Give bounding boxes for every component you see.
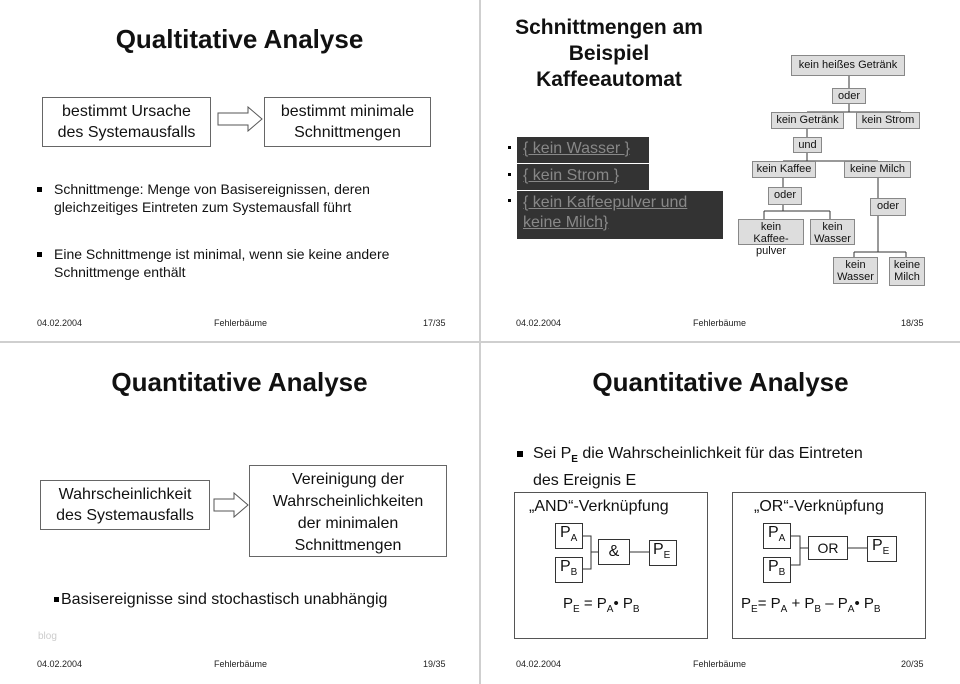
node-no-milk-2 [889,257,925,286]
probability-line-1: Wahrscheinlichkeit [58,486,192,503]
or-gate: OR [808,536,848,560]
text-segment: • P [613,595,633,612]
bullet-minimal [54,245,389,281]
minimal-cutsets-box [264,97,431,147]
text-segment: die Wahrscheinlichkeit für das Eintreten [577,445,863,462]
text-segment: P [563,595,574,612]
footer-date: 04.02.2004 [516,659,562,669]
gate-or-milk: oder [870,198,906,216]
cutset-no-water: { kein Wasser } [517,137,649,163]
subscript: A [847,604,855,615]
probability-box [40,480,210,530]
footer-topic: Fehlerbäume [693,318,747,328]
subscript: B [814,604,822,615]
union-line-4: Schnittmengen [294,537,402,554]
node-no-coffee: kein Kaffee [752,161,816,178]
node-no-power: kein Strom [856,112,920,129]
symbol-p: P [768,558,779,575]
watermark: blog [38,631,57,642]
cutsets-line-2: Schnittmengen [294,124,401,141]
subscript: B [632,604,640,615]
node-no-drink: kein Getränk [771,112,844,129]
bullet-definition-line-1: Schnittmenge: Menge von Basisereignissen, deren [54,181,370,197]
arrow-right-icon [212,492,250,518]
slide-title: Qualtitative Analyse [115,24,364,54]
cutset-line-2: keine Milch} [523,214,609,231]
subscript: E [751,604,758,615]
title-line-3: Kaffeeautomat [536,68,682,91]
union-line-3: der minimalen [297,515,399,532]
subscript: E [573,604,580,615]
output-pe-box [867,536,897,562]
title-line-2: Beispiel [568,42,650,65]
bullet-minimal-line-1: Eine Schnittmenge ist minimal, wenn sie keine andere [54,246,390,262]
gate-or-coffee: oder [768,187,802,205]
bullet-icon [54,597,59,602]
gate-or-top: oder [832,88,866,104]
node-no-hot-drink: kein heißes Getränk [791,55,905,76]
footer-date: 04.02.2004 [37,318,83,328]
subscript: A [570,533,578,545]
node-line: kein [822,221,843,233]
and-title: „AND“-Verknüpfung [529,498,669,515]
bullet-independent: Basisereignisse sind stochastisch unabhängig [61,591,388,608]
node-no-coffee-powder [738,219,804,257]
bullet-line-2: des Ereignis E [533,472,637,490]
subscript: B [873,604,881,615]
node-line: Wasser [814,233,851,245]
text-segment: = P [757,595,781,612]
slide-20 [481,343,960,684]
symbol-p: P [560,558,571,575]
slide-18 [481,0,960,341]
union-line-2: Wahrscheinlichkeiten [272,493,424,510]
text-segment: = P [579,595,607,612]
and-gate: & [598,539,630,565]
symbol-p: P [653,541,664,558]
cutset-line-1: { kein Kaffeepulver und [523,194,688,211]
or-connectors [481,343,960,684]
node-no-milk: keine Milch [844,161,911,178]
symbol-p: P [560,524,571,541]
node-line: Milch [894,271,920,283]
subscript: E [663,550,671,562]
node-line: kein [845,259,866,271]
cause-line-1: bestimmt Ursache [62,103,191,120]
subscript: A [606,604,614,615]
text-segment: + P [787,595,815,612]
slide-title: Quantitative Analyse [592,367,849,397]
symbol-p: P [768,524,779,541]
or-formula [741,595,881,615]
bullet-icon [37,187,42,192]
footer-topic: Fehlerbäume [214,659,268,669]
text-segment: • P [854,595,874,612]
footer-page: 19/35 [423,659,446,669]
bullet-definition [54,180,370,216]
node-line: keine [893,259,921,271]
footer-page: 17/35 [423,318,446,328]
subscript: B [778,567,786,579]
arrow-right-icon [216,106,264,132]
union-box [249,465,447,557]
gate-and: und [793,137,822,153]
slide-19 [0,343,479,684]
cause-line-2: des Systemausfalls [57,124,196,141]
symbol-p: P [872,537,883,554]
node-line: pulver [756,245,786,257]
or-title: „OR“-Verknüpfung [754,498,884,515]
subscript: B [570,567,578,579]
subscript: E [571,454,578,466]
node-no-water-2 [833,257,878,284]
probability-line-2: des Systemausfalls [56,507,194,524]
bullet-icon [37,252,42,257]
text-segment: – P [821,595,848,612]
title-line-1: Schnittmengen am [515,16,703,39]
bullet-minimal-line-2: Schnittmenge enthält [54,264,186,280]
node-line: kein Kaffee- [753,221,789,245]
node-no-water-1 [810,219,855,245]
subscript: A [778,533,786,545]
footer-topic: Fehlerbäume [693,659,747,669]
subscript: E [882,546,890,558]
footer-topic: Fehlerbäume [214,318,268,328]
cause-box [42,97,211,147]
node-line: Wasser [837,271,874,283]
text-segment: Sei P [533,445,572,462]
footer-page: 20/35 [901,659,924,669]
union-line-1: Vereinigung der [291,471,405,488]
slide-title: Quantitative Analyse [111,367,368,397]
text-segment: P [741,595,752,612]
subscript: A [780,604,788,615]
footer-date: 04.02.2004 [37,659,83,669]
bullet-definition-line-2: gleichzeitiges Eintreten zum Systemausfall führt [54,199,352,215]
slide-17 [0,0,479,341]
cutset-no-power: { kein Strom } [517,164,649,190]
footer-date: 04.02.2004 [516,318,562,328]
cutsets-line-1: bestimmt minimale [280,103,415,120]
footer-page: 18/35 [901,318,924,328]
